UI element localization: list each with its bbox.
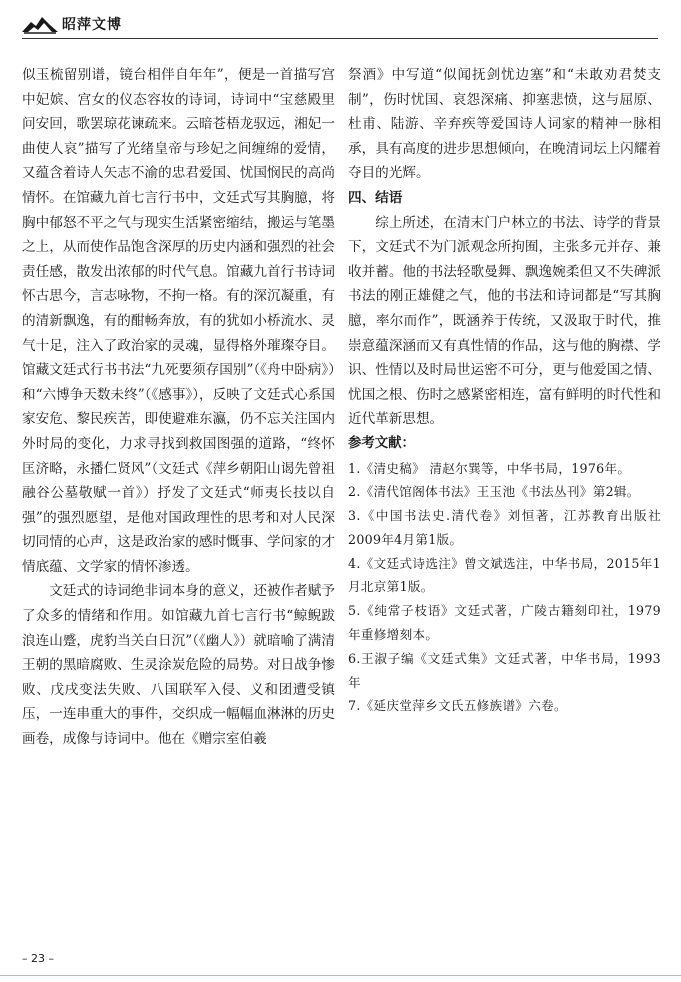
reference-item: 7.《延庆堂萍乡文氏五修族谱》六卷。 (348, 698, 567, 714)
reference-item: 3.《中国书法史.清代卷》刘恒著，江苏教育出版社2009年4月第1版。 (348, 508, 661, 547)
references-heading: 参考文献： (348, 435, 415, 451)
right-paragraph-2: 综上所述，在清末门户林立的书法、诗学的背景下，文廷式不为门派观念所拘囿，主张多元并存、兼收并蓄。他的书法轻歌曼舞、飘逸婉柔但又不失碑派书法的刚正雄健之气，他的书法和诗词都是“写其胸臆，率尔而作”，既涵养于传统，又汲取于时代，推崇意蕴深涵而又有真性情的作品，这与他的胸襟、学识、性情以及时局世运密不可分，更与他爱国之情、忧国之根、伤时之感紧密相连，富有鲜明的时代性和近代革新思想。 (348, 214, 661, 428)
page-number: – 23 – (22, 952, 54, 965)
right-column (348, 63, 661, 718)
reference-item: 5.《纯常子枝语》文廷式著，广陵古籍刻印社，1979年重修增刻本。 (348, 603, 661, 643)
reference-item: 6.王淑子编《文廷式集》文廷式著，中华书局，1993年 (348, 650, 661, 690)
left-paragraph-1: 似玉梳留别谱，镜台相伴自年年”，便是一首描写宫中妃嫔、宫女的仪态容妆的诗词，诗词中“宝慈殿里问安回，歌罢琼花谏疏来。云暗苍梧龙驭远，湘妃一曲使人哀”描写了光绪皇帝与珍妃之间缠绵的爱情，又蕴含着诗人矢志不渝的忠君爱国、忧国悯民的高尚情怀。在馆藏九首七言行书中，文廷式写其胸臆，将胸中郁怒不平之气与现实生活紧密缩结，搬运与笔墨之上，从而使作品饱含深厚的历史内涵和强烈的社会责任感，散发出浓郁的时代气息。馆藏九首行书诗词怀古思今，言志咏物，不拘一格。有的深沉凝重，有的清新飘逸，有的酣畅奔放，有的犹如小桥流水、灵气十足，注入了政治家的灵魂，显得格外璀璨夺目。馆藏文廷式行书书法“九死要须存国别”（《舟中卧病》）和“六博争天数未终”（《感事》），反映了文廷式心系国家安危、黎民疾苦，即使避难东瀛，仍不忘关注国内外时局的变化，力求寻找到救国图强的道路，“终怀匡济略，永播仁贤风”（文廷式《萍乡朝阳山谒先曾祖融谷公墓敬赋一首》）抒发了文廷式“师夷长技以自强”的强烈愿望，是他对国政理性的思考和对人民深切同情的心声，这是政治家的感时慨事、学问家的才情底蕴、文学家的情怀渗透。 (22, 67, 335, 575)
left-column (22, 63, 335, 752)
reference-item: 1.《清史稿》 清赵尔巽等，中华书局，1976年。 (348, 460, 631, 476)
page-header (22, 12, 658, 38)
mountain-logo-icon (22, 14, 58, 34)
bottom-rule (0, 975, 681, 976)
section-heading-conclusion: 四、结语 (348, 189, 403, 206)
left-paragraph-2: 文廷式的诗词绝非词本身的意义，还被作者赋予了众多的情绪和作用。如馆藏九首七言行书“鲸鲵跋浪连山蹙，虎豹当关白日沉”（《幽人》）就暗喻了满清王朝的黑暗腐败、生灵涂炭危险的局势。对日战争惨败、戊戌变法失败、八国联军入侵、义和团遭受镇压，一连串重大的事件，交织成一幅幅血淋淋的历史画卷，成像与诗词中。他在《赠宗室伯羲 (22, 583, 335, 748)
header-rule (22, 38, 658, 39)
journal-logo-text: 昭萍文博 (62, 17, 122, 33)
reference-item: 2.《清代馆阁体书法》王玉池《书法丛刊》第2辑。 (348, 484, 640, 500)
right-paragraph-1: 祭酒》中写道“似闻抚剑忧边塞”和“未敢劝君焚支制”，伤时忧国、哀怨深痛、抑塞悲愤，这与屈原、杜甫、陆游、辛弃疾等爱国诗人词家的精神一脉相承，具有高度的进步思想倾向，在晚清词坛上闪耀着夺目的光辉。 (348, 67, 661, 182)
reference-item: 4.《文廷式诗选注》曾文斌选注，中华书局，2015年1月北京第1版。 (348, 555, 661, 595)
